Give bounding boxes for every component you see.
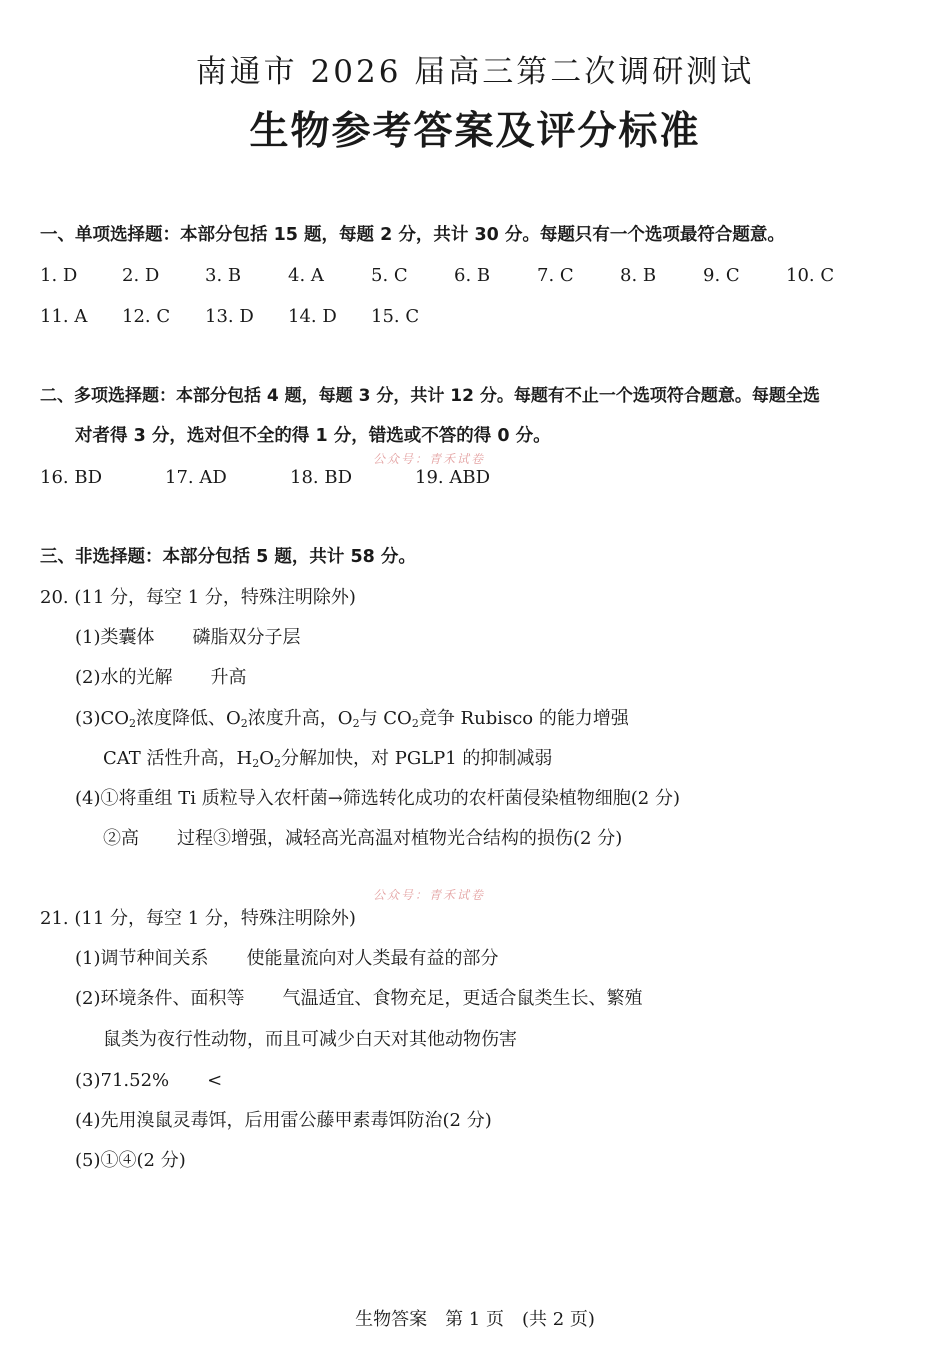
answer-item: 2. D — [122, 265, 160, 286]
answer-text: (3)CO — [75, 708, 130, 729]
answer-text: (1)调节种间关系 — [75, 948, 209, 969]
section2-heading-line2: 对者得 3 分，选对但不全的得 1 分，错选或不答的得 0 分。 — [75, 426, 551, 446]
section1-heading: 一、单项选择题：本部分包括 15 题，每题 2 分，共计 30 分。每题只有一个选项最符合题意。 — [40, 225, 785, 245]
answer-text: 过程③增强，减轻高光高温对植物光合结构的损伤(2 分) — [177, 828, 623, 849]
answer-text: (3)71.52% — [75, 1070, 170, 1091]
answer-text: (1)类囊体 — [75, 627, 155, 648]
answer-text: 磷脂双分子层 — [192, 627, 301, 648]
answer-item: 11. A — [40, 306, 88, 327]
answer-text: 竞争 Rubisco 的能力增强 — [418, 708, 629, 729]
answer-item: 7. C — [537, 265, 574, 286]
answer-item: 5. C — [371, 265, 408, 286]
q20-answer-4: (4)①将重组 Ti 质粒导入农杆菌→筛选转化成功的农杆菌侵染植物细胞(2 分) — [75, 788, 681, 809]
answer-text: (2)水的光解 — [75, 667, 173, 688]
answer-text: 浓度降低、O — [136, 708, 241, 729]
q20-answer-4b — [103, 826, 622, 852]
q21-answer-2b: 鼠类为夜行性动物，而且可减少白天对其他动物伤害 — [103, 1029, 517, 1050]
section2-heading-line1: 二、多项选择题：本部分包括 4 题，每题 3 分，共计 12 分。每题有不止一个选项符合题意。每题全选 — [40, 386, 820, 406]
subscript: 2 — [411, 717, 419, 730]
answer-text: 气温适宜、食物充足，更适合鼠类生长、繁殖 — [282, 988, 643, 1009]
answer-item: 3. B — [205, 265, 242, 286]
q21-answer-1 — [75, 946, 499, 972]
subscript: 2 — [273, 757, 281, 770]
q21-answer-2 — [75, 986, 643, 1012]
answer-item: 9. C — [703, 265, 740, 286]
q21-header: 21. (11 分，每空 1 分，特殊注明除外) — [40, 908, 356, 929]
answer-item: 14. D — [288, 306, 337, 327]
answer-text: CAT 活性升高，H — [103, 748, 253, 769]
answer-item: 19. ABD — [415, 467, 491, 488]
answer-text: 与 CO — [359, 708, 412, 729]
answer-item: 12. C — [122, 306, 171, 327]
answer-item: 13. D — [205, 306, 254, 327]
answer-text: 使能量流向对人类最有益的部分 — [246, 948, 499, 969]
answer-text: < — [207, 1070, 223, 1091]
answer-item: 15. C — [371, 306, 420, 327]
q20-answer-1 — [75, 625, 301, 651]
q20-answer-3b — [103, 746, 552, 772]
answer-item: 8. B — [620, 265, 657, 286]
answer-item: 18. BD — [290, 467, 353, 488]
answer-item: 10. C — [786, 265, 835, 286]
answer-text: 升高 — [210, 667, 247, 688]
answer-item: 1. D — [40, 265, 78, 286]
answer-text: ②高 — [103, 828, 139, 849]
watermark: 公众号：青禾试卷 — [373, 452, 486, 466]
q21-answer-4: (4)先用溴鼠灵毒饵，后用雷公藤甲素毒饵防治(2 分) — [75, 1110, 492, 1131]
answer-text: 分解加快，对 PGLP1 的抑制减弱 — [280, 748, 553, 769]
q20-answer-2 — [75, 665, 247, 691]
subscript: 2 — [252, 757, 260, 770]
answer-text: (2)环境条件、面积等 — [75, 988, 245, 1009]
q20-header: 20. (11 分，每空 1 分，特殊注明除外) — [40, 587, 356, 608]
answer-item: 4. A — [288, 265, 324, 286]
subscript: 2 — [352, 717, 360, 730]
q21-answer-5: (5)①④(2 分) — [75, 1150, 186, 1171]
watermark: 公众号：青禾试卷 — [373, 888, 486, 902]
section3-heading: 三、非选择题：本部分包括 5 题，共计 58 分。 — [40, 547, 416, 567]
answer-text: O — [259, 748, 274, 769]
answer-item: 6. B — [454, 265, 491, 286]
q21-answer-3 — [75, 1068, 222, 1094]
answer-item: 16. BD — [40, 467, 103, 488]
subscript: 2 — [129, 717, 137, 730]
page-title: 南通市 2026 届高三第二次调研测试 — [195, 54, 755, 90]
subscript: 2 — [240, 717, 248, 730]
answer-item: 17. AD — [165, 467, 227, 488]
answer-text: 浓度升高，O — [247, 708, 353, 729]
page-footer: 生物答案 第 1 页 (共 2 页) — [355, 1309, 595, 1330]
q20-answer-3 — [75, 706, 629, 732]
page-subtitle: 生物参考答案及评分标准 — [249, 109, 701, 154]
